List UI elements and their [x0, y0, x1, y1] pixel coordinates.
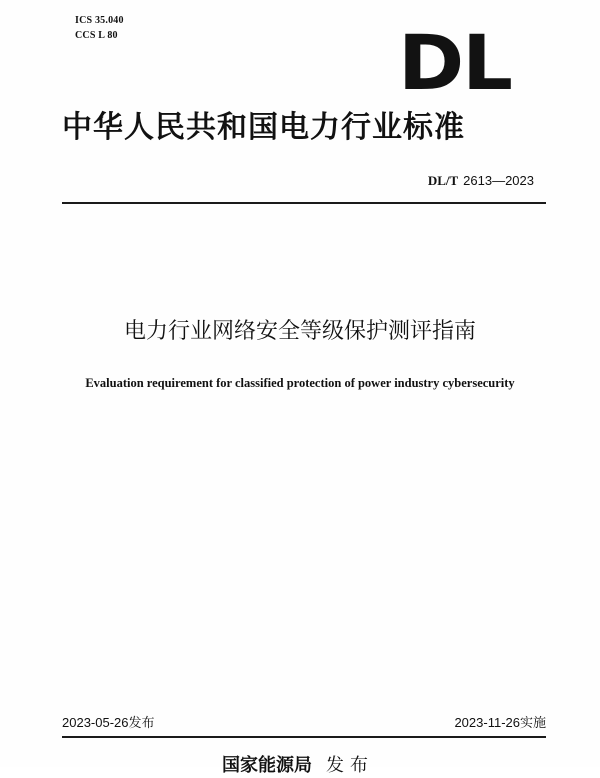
issuer-heading: 中华人民共和国电力行业标准	[62, 110, 465, 145]
publisher-action: 发布	[326, 755, 374, 776]
standard-code-number: 2613—2023	[463, 173, 534, 188]
publisher-line	[222, 754, 374, 778]
publish-date: 2023-05-26发布	[62, 715, 155, 730]
bottom-divider	[62, 736, 546, 738]
document-title-chinese: 电力行业网络安全等级保护测评指南	[123, 319, 476, 344]
standard-number	[428, 173, 534, 189]
top-divider	[62, 202, 546, 204]
document-title-english: Evaluation requirement for classified protection of power industry cybersecurity	[85, 376, 515, 390]
implement-date: 2023-11-26实施	[454, 715, 546, 730]
dl-logo: DL	[398, 18, 511, 107]
standard-code-prefix: DL/T	[427, 173, 459, 188]
ics-code: ICS 35.040	[75, 15, 124, 26]
ccs-code: CCS L 80	[75, 30, 118, 41]
publisher-name: 国家能源局	[222, 755, 312, 776]
classification-codes	[75, 13, 124, 43]
